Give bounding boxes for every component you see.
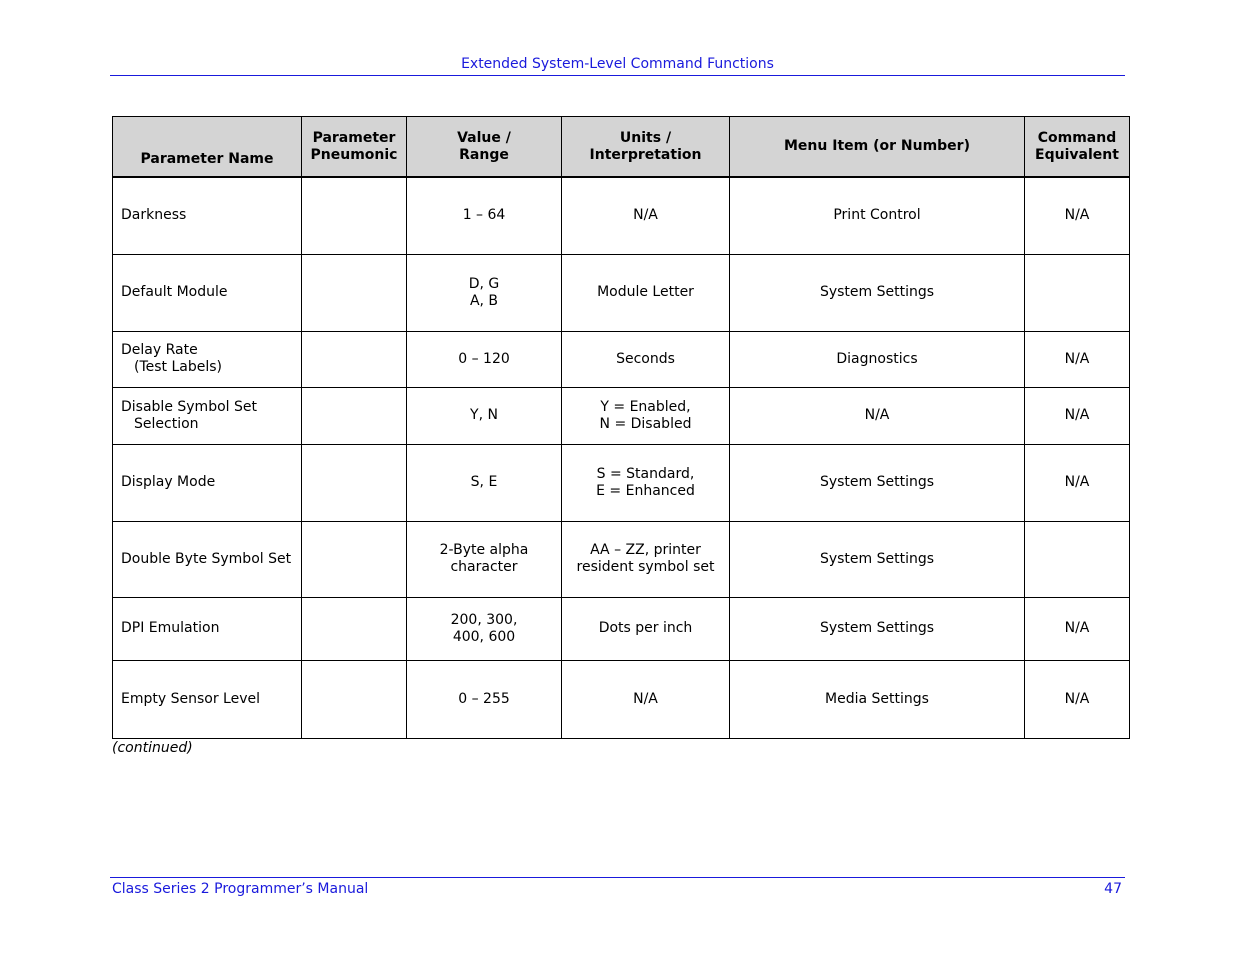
cell-pneumonic <box>302 331 407 387</box>
cell-menu-item: N/A <box>730 387 1025 444</box>
table-row <box>113 387 1130 444</box>
cell-parameter-name: DPI Emulation <box>113 597 302 660</box>
cell-command-equivalent: N/A <box>1025 331 1130 387</box>
col-header-units: Units / Interpretation <box>562 117 730 178</box>
cell-pneumonic <box>302 387 407 444</box>
cell-pneumonic <box>302 597 407 660</box>
cell-command-equivalent: N/A <box>1025 387 1130 444</box>
cell-parameter-name: Empty Sensor Level <box>113 660 302 738</box>
cell-command-equivalent <box>1025 521 1130 597</box>
cell-parameter-name: Darkness <box>113 177 302 254</box>
cell-menu-item: System Settings <box>730 444 1025 521</box>
cell-units: Dots per inch <box>562 597 730 660</box>
cell-menu-item: System Settings <box>730 254 1025 331</box>
running-header: Extended System-Level Command Functions <box>461 56 774 72</box>
cell-menu-item: Print Control <box>730 177 1025 254</box>
table-row <box>113 660 1130 738</box>
parameter-table <box>112 116 1130 739</box>
cell-units: AA – ZZ, printer resident symbol set <box>562 521 730 597</box>
cell-units: Seconds <box>562 331 730 387</box>
cell-value-range: Y, N <box>407 387 562 444</box>
footer-rule <box>110 877 1125 878</box>
cell-menu-item: Diagnostics <box>730 331 1025 387</box>
page-number: 47 <box>1104 881 1122 897</box>
cell-menu-item: System Settings <box>730 521 1025 597</box>
cell-value-range: 1 – 64 <box>407 177 562 254</box>
col-header-command-equivalent: Command Equivalent <box>1025 117 1130 178</box>
cell-pneumonic <box>302 660 407 738</box>
footer-manual-title: Class Series 2 Programmer’s Manual <box>112 881 369 897</box>
cell-units: S = Standard, E = Enhanced <box>562 444 730 521</box>
col-header-parameter-name: Parameter Name <box>113 117 302 178</box>
cell-menu-item: System Settings <box>730 597 1025 660</box>
cell-command-equivalent <box>1025 254 1130 331</box>
table-row <box>113 521 1130 597</box>
cell-units: Module Letter <box>562 254 730 331</box>
table-row <box>113 254 1130 331</box>
table-row <box>113 177 1130 254</box>
cell-value-range: S, E <box>407 444 562 521</box>
cell-units: N/A <box>562 660 730 738</box>
cell-value-range: 2-Byte alpha character <box>407 521 562 597</box>
table-header-row <box>113 117 1130 178</box>
col-header-menu-item: Menu Item (or Number) <box>730 117 1025 178</box>
cell-menu-item: Media Settings <box>730 660 1025 738</box>
cell-units: Y = Enabled, N = Disabled <box>562 387 730 444</box>
cell-pneumonic <box>302 254 407 331</box>
table-row <box>113 331 1130 387</box>
continued-note: (continued) <box>112 740 193 756</box>
cell-command-equivalent: N/A <box>1025 444 1130 521</box>
cell-pneumonic <box>302 521 407 597</box>
table-row <box>113 597 1130 660</box>
cell-value-range: D, G A, B <box>407 254 562 331</box>
col-header-value-range: Value / Range <box>407 117 562 178</box>
cell-parameter-name: Disable Symbol Set Selection <box>113 387 302 444</box>
table-row <box>113 444 1130 521</box>
cell-command-equivalent: N/A <box>1025 597 1130 660</box>
cell-units: N/A <box>562 177 730 254</box>
cell-parameter-name: Delay Rate (Test Labels) <box>113 331 302 387</box>
cell-parameter-name: Double Byte Symbol Set <box>113 521 302 597</box>
cell-pneumonic <box>302 444 407 521</box>
cell-command-equivalent: N/A <box>1025 660 1130 738</box>
cell-value-range: 0 – 255 <box>407 660 562 738</box>
cell-parameter-name: Display Mode <box>113 444 302 521</box>
cell-value-range: 200, 300, 400, 600 <box>407 597 562 660</box>
col-header-parameter-pneumonic: Parameter Pneumonic <box>302 117 407 178</box>
cell-pneumonic <box>302 177 407 254</box>
cell-value-range: 0 – 120 <box>407 331 562 387</box>
header-rule <box>110 75 1125 76</box>
cell-command-equivalent: N/A <box>1025 177 1130 254</box>
cell-parameter-name: Default Module <box>113 254 302 331</box>
